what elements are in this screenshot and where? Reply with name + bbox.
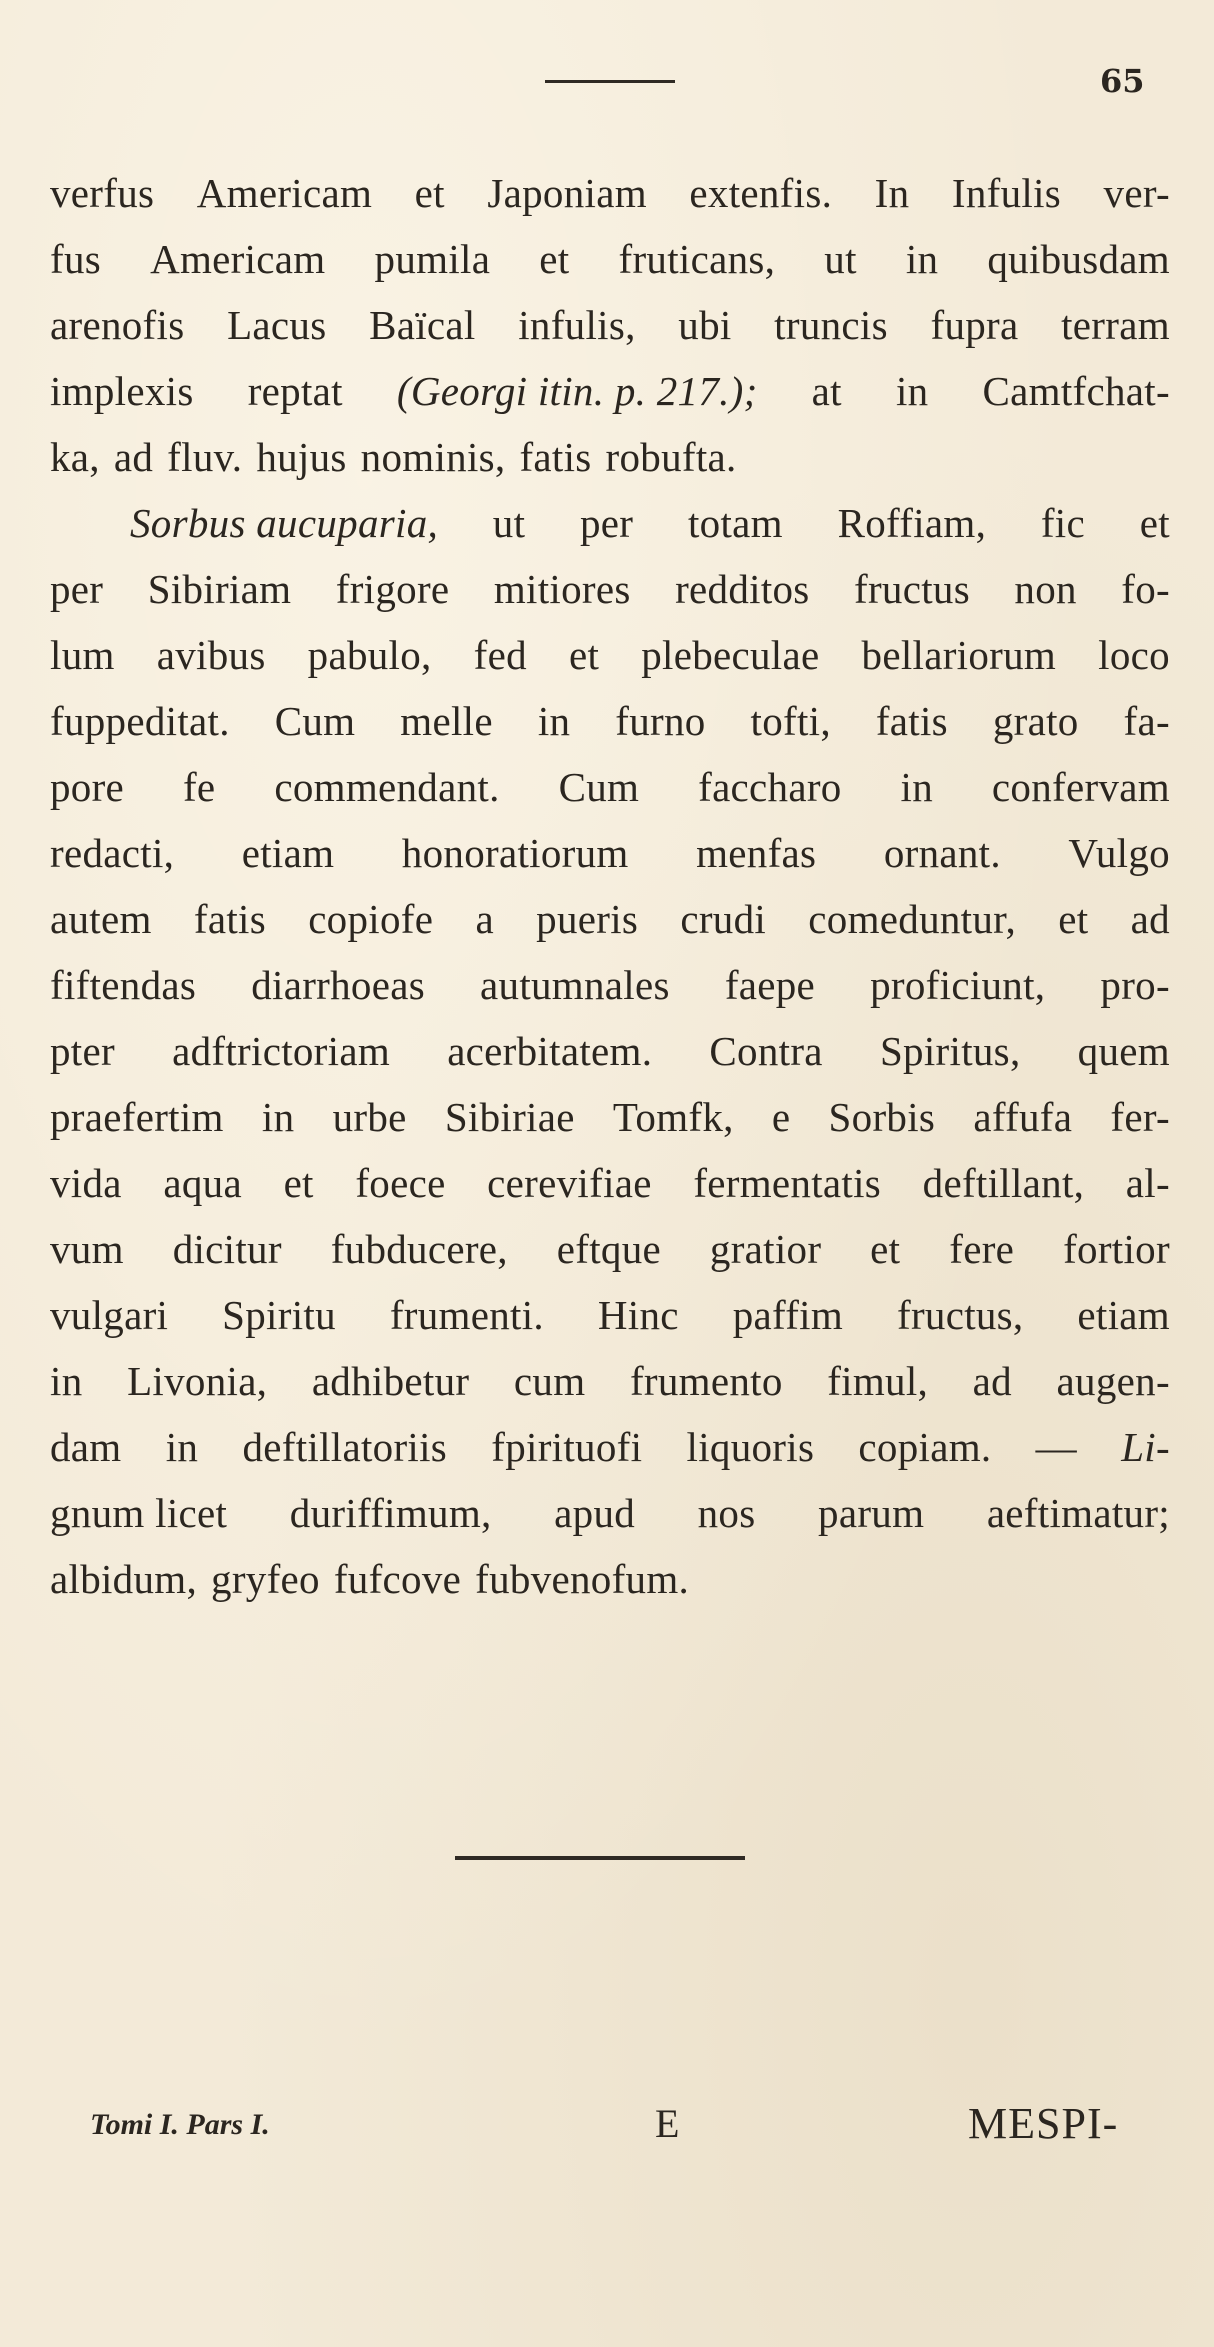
text-line bbox=[50, 424, 1170, 490]
word: fa- bbox=[1123, 698, 1170, 744]
word: ut bbox=[492, 500, 526, 546]
word: fructus, bbox=[896, 1292, 1024, 1338]
text-line bbox=[50, 160, 1170, 226]
word: bellariorum bbox=[861, 632, 1057, 678]
word: fubducere, bbox=[330, 1226, 508, 1272]
word: frumento bbox=[629, 1358, 783, 1404]
signature-line: Tomi I. Pars I. bbox=[90, 2108, 270, 2141]
word: Americam bbox=[150, 236, 326, 282]
word: loco bbox=[1098, 632, 1170, 678]
word: e bbox=[771, 1094, 791, 1140]
word: ut bbox=[824, 236, 857, 282]
word: fufcove bbox=[333, 1556, 462, 1602]
word: parum bbox=[818, 1490, 925, 1536]
text-line bbox=[50, 1348, 1170, 1414]
text-line bbox=[50, 688, 1170, 754]
word: fructus bbox=[854, 566, 970, 612]
word: fic bbox=[1040, 500, 1085, 546]
end-rule bbox=[455, 1856, 745, 1860]
word: affufa bbox=[973, 1094, 1073, 1140]
word: etiam bbox=[241, 830, 335, 876]
word: copiam. bbox=[858, 1424, 992, 1470]
word: eftque bbox=[556, 1226, 661, 1272]
word: Spiritu bbox=[222, 1292, 336, 1338]
word: crudi bbox=[680, 896, 767, 942]
word: verfus bbox=[50, 170, 155, 216]
word: fe bbox=[182, 764, 216, 810]
text-line bbox=[50, 754, 1170, 820]
word: arenofis bbox=[50, 302, 185, 348]
word: fpirituofi bbox=[491, 1424, 643, 1470]
text-line bbox=[50, 886, 1170, 952]
word: a bbox=[475, 896, 494, 942]
word: truncis bbox=[774, 302, 888, 348]
word: in bbox=[900, 764, 934, 810]
word: vulgari bbox=[50, 1292, 169, 1338]
word: in bbox=[905, 236, 939, 282]
word: fo- bbox=[1121, 566, 1170, 612]
word: Vulgo bbox=[1068, 830, 1170, 876]
word: fer- bbox=[1110, 1094, 1170, 1140]
word: totam bbox=[687, 500, 783, 546]
word: deftillant, bbox=[922, 1160, 1085, 1206]
text-line bbox=[50, 1480, 1170, 1546]
word: diarrhoeas bbox=[251, 962, 425, 1008]
text-line bbox=[50, 1216, 1170, 1282]
word: nominis, bbox=[360, 434, 506, 480]
word: avibus bbox=[156, 632, 266, 678]
word: pueris bbox=[536, 896, 639, 942]
word: duriffimum, bbox=[289, 1490, 492, 1536]
word: augen- bbox=[1056, 1358, 1170, 1404]
word: apud bbox=[554, 1490, 636, 1536]
word: at bbox=[811, 368, 842, 414]
word: fortior bbox=[1063, 1226, 1170, 1272]
text-line bbox=[50, 1084, 1170, 1150]
word: fere bbox=[949, 1226, 1015, 1272]
word: et bbox=[539, 236, 570, 282]
word: grato bbox=[992, 698, 1079, 744]
text-line bbox=[50, 1018, 1170, 1084]
word: in bbox=[537, 698, 571, 744]
word: fubvenofum. bbox=[475, 1556, 690, 1602]
word: dicitur bbox=[172, 1226, 282, 1272]
word: melle bbox=[400, 698, 493, 744]
word: pter bbox=[50, 1028, 115, 1074]
word: Livonia, bbox=[127, 1358, 268, 1404]
word: extenfis. bbox=[689, 170, 833, 216]
word: fed bbox=[473, 632, 527, 678]
word: cerevifiae bbox=[487, 1160, 652, 1206]
word: Sorbus aucuparia, bbox=[130, 500, 439, 546]
text-line bbox=[50, 1150, 1170, 1216]
word: quibusdam bbox=[987, 236, 1170, 282]
word: gnum licet bbox=[50, 1490, 228, 1536]
word: Tomfk, bbox=[612, 1094, 734, 1140]
word: in bbox=[165, 1424, 199, 1470]
word: Spiritus, bbox=[879, 1028, 1021, 1074]
word: et bbox=[283, 1160, 314, 1206]
word: Camtfchat- bbox=[982, 368, 1170, 414]
word: ad bbox=[1130, 896, 1170, 942]
word: gryfeo bbox=[211, 1556, 320, 1602]
word: albidum, bbox=[50, 1556, 198, 1602]
word: et bbox=[870, 1226, 901, 1272]
word: etiam bbox=[1077, 1292, 1170, 1338]
word: pumila bbox=[374, 236, 491, 282]
page-number: 65 bbox=[1100, 62, 1145, 100]
word: in bbox=[50, 1358, 83, 1404]
word: non bbox=[1014, 566, 1077, 612]
word: Baïcal bbox=[369, 302, 476, 348]
word: fimul, bbox=[827, 1358, 929, 1404]
word: paffim bbox=[732, 1292, 844, 1338]
word: ad bbox=[972, 1358, 1012, 1404]
word: terram bbox=[1061, 302, 1170, 348]
word: per bbox=[50, 566, 104, 612]
word: redacti, bbox=[50, 830, 175, 876]
word: frumenti. bbox=[389, 1292, 544, 1338]
word: et bbox=[1058, 896, 1089, 942]
text-line bbox=[50, 358, 1170, 424]
word: fermentatis bbox=[693, 1160, 882, 1206]
word: aqua bbox=[163, 1160, 242, 1206]
word: commendant. bbox=[274, 764, 500, 810]
word: fuppeditat. bbox=[50, 698, 230, 744]
word: autem bbox=[50, 896, 152, 942]
word: aeftimatur; bbox=[986, 1490, 1170, 1536]
word: in bbox=[261, 1094, 295, 1140]
word: Hinc bbox=[597, 1292, 679, 1338]
text-line bbox=[50, 1282, 1170, 1348]
word: dam bbox=[50, 1424, 122, 1470]
word: redditos bbox=[675, 566, 810, 612]
word: hujus bbox=[256, 434, 347, 480]
word: et bbox=[414, 170, 445, 216]
word: menfas bbox=[696, 830, 817, 876]
word: furno bbox=[615, 698, 706, 744]
text-line bbox=[50, 556, 1170, 622]
word: infulis, bbox=[518, 302, 636, 348]
text-line bbox=[50, 490, 1170, 556]
word: In bbox=[874, 170, 910, 216]
signature-mark: E bbox=[655, 2101, 680, 2146]
word: pabulo, bbox=[307, 632, 432, 678]
text-line bbox=[50, 1546, 1170, 1612]
text-line bbox=[50, 226, 1170, 292]
word: tofti, bbox=[750, 698, 831, 744]
word: adftrictoriam bbox=[172, 1028, 391, 1074]
word: comeduntur, bbox=[808, 896, 1017, 942]
header-rule bbox=[545, 80, 675, 83]
word: gratior bbox=[709, 1226, 822, 1272]
word: honoratiorum bbox=[401, 830, 629, 876]
word: faccharo bbox=[698, 764, 842, 810]
word: ubi bbox=[678, 302, 732, 348]
word: Cum bbox=[274, 698, 356, 744]
catchword: MESPI- bbox=[968, 2099, 1119, 2148]
word: plebeculae bbox=[641, 632, 820, 678]
word: Cum bbox=[558, 764, 640, 810]
word: frigore bbox=[335, 566, 450, 612]
word: fluv. bbox=[167, 434, 243, 480]
word: Japoniam bbox=[487, 170, 647, 216]
word: Americam bbox=[196, 170, 373, 216]
word: fiftendas bbox=[50, 962, 197, 1008]
word: liquoris bbox=[686, 1424, 815, 1470]
word: Lacus bbox=[227, 302, 327, 348]
word: (Georgi itin. p. 217.); bbox=[396, 368, 758, 414]
word: pore bbox=[50, 764, 125, 810]
word: confervam bbox=[991, 764, 1170, 810]
word: fus bbox=[50, 236, 102, 282]
text-line bbox=[50, 292, 1170, 358]
word: Roffiam, bbox=[837, 500, 987, 546]
word: per bbox=[580, 500, 634, 546]
text-line bbox=[50, 820, 1170, 886]
word: ornant. bbox=[883, 830, 1001, 876]
word: Sibiriam bbox=[147, 566, 292, 612]
word: Infulis bbox=[951, 170, 1062, 216]
word: Sorbis bbox=[828, 1094, 936, 1140]
word: Li- bbox=[1121, 1424, 1170, 1470]
word: al- bbox=[1125, 1160, 1170, 1206]
word: nos bbox=[697, 1490, 756, 1536]
word: ver- bbox=[1103, 170, 1170, 216]
text-line bbox=[50, 622, 1170, 688]
word: mitiores bbox=[493, 566, 631, 612]
word: quem bbox=[1077, 1028, 1170, 1074]
text-line bbox=[50, 952, 1170, 1018]
word: foece bbox=[355, 1160, 446, 1206]
body-text bbox=[50, 160, 1170, 1612]
word: in bbox=[895, 368, 929, 414]
word: Sibiriae bbox=[444, 1094, 575, 1140]
word: praefertim bbox=[50, 1094, 224, 1140]
word: faepe bbox=[724, 962, 816, 1008]
word: ad bbox=[113, 434, 154, 480]
word: fatis bbox=[519, 434, 592, 480]
word: et bbox=[1139, 500, 1170, 546]
word: lum bbox=[50, 632, 115, 678]
word: implexis bbox=[50, 368, 194, 414]
word: autumnales bbox=[480, 962, 670, 1008]
text-line bbox=[50, 1414, 1170, 1480]
word: cum bbox=[513, 1358, 586, 1404]
word: urbe bbox=[332, 1094, 407, 1140]
word: adhibetur bbox=[311, 1358, 470, 1404]
word: et bbox=[568, 632, 600, 678]
word: fatis bbox=[875, 698, 948, 744]
word: fupra bbox=[930, 302, 1019, 348]
word: proficiunt, bbox=[870, 962, 1046, 1008]
word: vida bbox=[50, 1160, 122, 1206]
word: pro- bbox=[1100, 962, 1170, 1008]
word: robufta. bbox=[605, 434, 737, 480]
word: — bbox=[1035, 1424, 1077, 1470]
word: copiofe bbox=[308, 896, 434, 942]
word: deftillatoriis bbox=[242, 1424, 448, 1470]
word: acerbitatem. bbox=[447, 1028, 653, 1074]
word: ka, bbox=[50, 434, 100, 480]
word: fatis bbox=[193, 896, 266, 942]
word: vum bbox=[50, 1226, 124, 1272]
word: Contra bbox=[709, 1028, 823, 1074]
word: reptat bbox=[247, 368, 343, 414]
word: fruticans, bbox=[618, 236, 776, 282]
